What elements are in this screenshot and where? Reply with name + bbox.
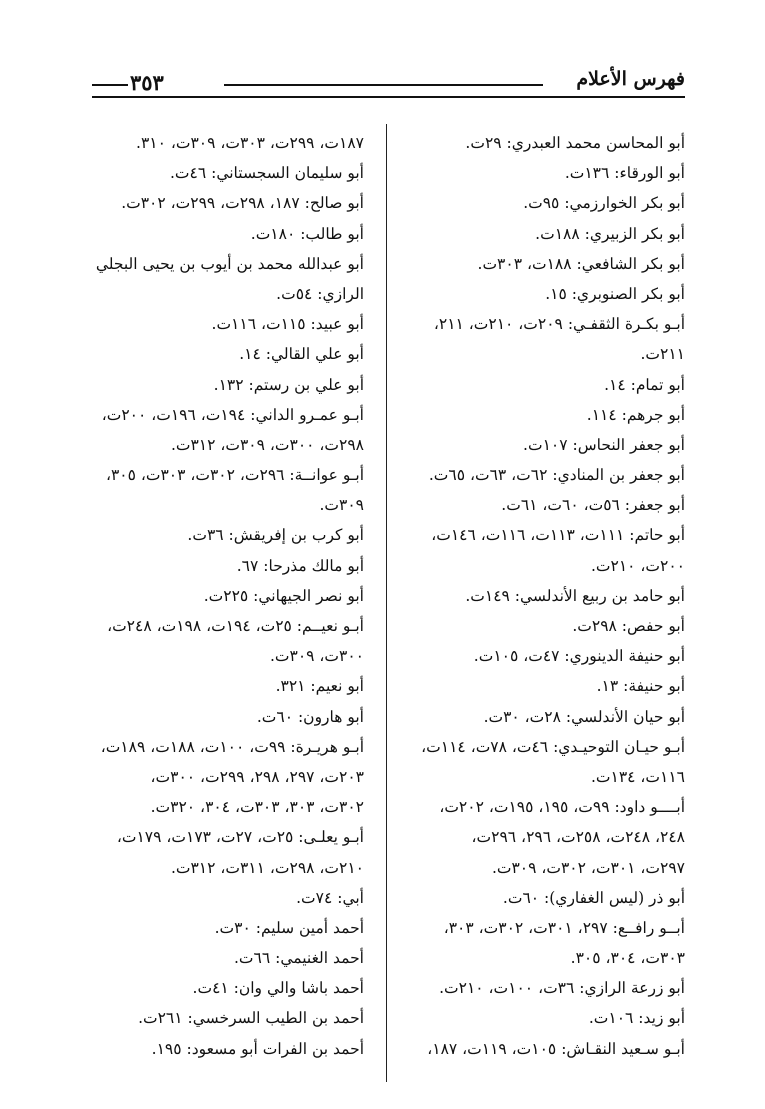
column-divider bbox=[386, 124, 387, 1082]
index-entry-line: أبو تمام: ١٤. bbox=[604, 375, 685, 394]
index-entry-line: أبو نعيم: ٣٢١. bbox=[275, 677, 364, 696]
index-entry-line: ٢٩٧ت، ٣٠١ت، ٣٠٢ت، ٣٠٩ت. bbox=[491, 858, 685, 877]
index-entry-line: ١١٦ت، ١٣٤ت. bbox=[590, 767, 685, 786]
index-entry-line: أبو صالح: ١٨٧، ٢٩٨ت، ٢٩٩ت، ٣٠٢ت. bbox=[121, 194, 364, 213]
header-rule-middle bbox=[224, 84, 543, 86]
index-entry-line: أبو حفص: ٢٩٨ت. bbox=[572, 617, 685, 635]
index-entry-line: أبـو نعيــم: ٢٥ت، ١٩٤ت، ١٩٨ت، ٢٤٨ت، bbox=[107, 617, 364, 635]
index-entry-line: أبو علي بن رستم: ١٣٢. bbox=[213, 375, 364, 394]
index-entry-line: أبـو حيـان التوحيـدي: ٤٦ت، ٧٨ت، ١١٤ت، bbox=[421, 737, 685, 756]
index-entry-line: أبـو عمـرو الداني: ١٩٤ت، ١٩٦ت، ٢٠٠ت، bbox=[101, 405, 364, 424]
index-entry-line: أبو سليمان السجستاني: ٤٦ت. bbox=[169, 164, 364, 183]
index-entry-line: أبـو هريـرة: ٩٩ت، ١٠٠ت، ١٨٨ت، ١٨٩ت، bbox=[100, 737, 364, 756]
index-entry-line: أبو طالب: ١٨٠ت. bbox=[250, 224, 364, 243]
index-entry-line: ٢١١ت. bbox=[640, 345, 685, 364]
index-entry-line: أبو علي القالي: ١٤. bbox=[239, 345, 364, 364]
index-entry-line: أبو حاتم: ١١١ت، ١١٣ت، ١١٦ت، ١٤٦ت، bbox=[431, 526, 685, 545]
index-entry-line: أبو المحاسن محمد العبدري: ٢٩ت. bbox=[465, 134, 685, 152]
index-entry-line: أبـو يعلـى: ٢٥ت، ٢٧ت، ١٧٣ت، ١٧٩ت، bbox=[116, 828, 364, 847]
index-entry-line: أبو بكر الزبيري: ١٨٨ت. bbox=[535, 224, 685, 243]
index-entry-line: أبــو رافــع: ٢٩٧، ٣٠١ت، ٣٠٢ت، ٣٠٣، bbox=[443, 918, 685, 937]
index-entry-line: أبو عبدالله محمد بن أيوب بن يحيى البجلي bbox=[95, 254, 364, 273]
page-number: ٣٥٣ bbox=[130, 70, 164, 95]
index-entry-line: أحمد بن الفرات أبو مسعود: ١٩٥. bbox=[151, 1039, 364, 1058]
index-entry-line: أبو حنيفة الدينوري: ٤٧ت، ١٠٥ت. bbox=[473, 647, 685, 666]
index-entry-line: ٣٠٠ت، ٣٠٩ت. bbox=[269, 647, 364, 666]
index-entry-line: الرازي: ٥٤ت. bbox=[276, 284, 364, 303]
index-entry-line: ٣٠٢ت، ٣٠٣، ٣٠٣ت، ٣٠٤، ٣٢٠ت. bbox=[150, 798, 364, 817]
index-entry-line: أبو جرهم: ١١٤. bbox=[586, 405, 685, 424]
index-entry-line: أبو بكر الصنوبري: ١٥. bbox=[545, 284, 685, 303]
index-entry-line: أحمد الغنيمي: ٦٦ت. bbox=[234, 949, 364, 968]
index-entry-line: أبو زرعة الرازي: ٣٦ت، ١٠٠ت، ٢١٠ت. bbox=[439, 979, 685, 998]
index-entry-line: ١٨٧ت، ٢٩٩ت، ٣٠٣ت، ٣٠٩ت، ٣١٠. bbox=[136, 134, 364, 152]
index-entry-line: ٢١٠ت، ٢٩٨ت، ٣١١ت، ٣١٢ت. bbox=[170, 858, 364, 877]
index-entry-line: أبـو عوانــة: ٢٩٦ت، ٣٠٢ت، ٣٠٣ت، ٣٠٥، bbox=[105, 466, 364, 485]
index-entry-line: أحمد أمين سليم: ٣٠ت. bbox=[214, 918, 364, 937]
header-rule-bottom bbox=[92, 96, 685, 98]
index-entry-line: أبو جعفر بن المنادي: ٦٢ت، ٦٣ت، ٦٥ت. bbox=[428, 466, 685, 485]
index-entry-line: ٢٠٠ت، ٢١٠ت. bbox=[590, 556, 685, 575]
index-entry-line: أحمد بن الطيب السرخسي: ٢٦١ت. bbox=[138, 1009, 364, 1028]
index-entry-line: ٣٠٣ت، ٣٠٤، ٣٠٥. bbox=[570, 949, 685, 968]
index-entry-line: أبو عبيد: ١١٥ت، ١١٦ت. bbox=[211, 315, 364, 334]
page-title: فهرس الأعلام bbox=[576, 68, 685, 90]
index-entry-line: أحمد باشا والي وان: ٤١ت. bbox=[192, 979, 364, 998]
index-entry-line: أبو جعفر النحاس: ١٠٧ت. bbox=[523, 435, 685, 454]
index-entry-line: أبي: ٧٤ت. bbox=[296, 888, 364, 907]
index-entry-line: أبو حامد بن ربيع الأندلسي: ١٤٩ت. bbox=[465, 586, 685, 605]
index-entry-line: أبو الورقاء: ١٣٦ت. bbox=[564, 164, 685, 183]
index-entry-line: ٢٤٨، ٢٤٨ت، ٢٥٨ت، ٢٩٦، ٢٩٦ت، bbox=[471, 828, 685, 847]
index-entry-line: ٢٩٨ت، ٣٠٠ت، ٣٠٩ت، ٣١٢ت. bbox=[170, 435, 364, 454]
index-entry-line: أبو هارون: ٦٠ت. bbox=[256, 707, 364, 726]
index-entry-line: ٢٠٣ت، ٢٩٧، ٢٩٨، ٢٩٩ت، ٣٠٠ت، bbox=[150, 767, 364, 786]
index-entry-line: أبو حيان الأندلسي: ٢٨ت، ٣٠ت. bbox=[483, 707, 685, 726]
index-entry-line: أبو جعفر: ٥٦ت، ٦٠ت، ٦١ت. bbox=[501, 496, 685, 515]
index-entry-line: أبو نصر الجيهاني: ٢٢٥ت. bbox=[203, 586, 364, 605]
index-entry-line: أبو بكر الشافعي: ١٨٨ت، ٣٠٣ت. bbox=[477, 254, 685, 273]
index-entry-line: أبو كرب بن إفريقش: ٣٦ت. bbox=[187, 526, 364, 545]
index-column-left bbox=[92, 128, 364, 1064]
index-column-right bbox=[410, 128, 685, 1064]
index-entry-line: ٣٠٩ت. bbox=[319, 496, 364, 515]
page-header bbox=[92, 62, 685, 98]
index-entry-line: أبو حنيفة: ١٣. bbox=[596, 677, 685, 696]
index-entry-line: أبو ذر (ليس الغفاري): ٦٠ت. bbox=[502, 888, 685, 907]
index-entry-line: أبو بكر الخوارزمي: ٩٥ت. bbox=[523, 194, 685, 213]
index-entry-line: أبـو بكـرة الثقفـي: ٢٠٩ت، ٢١٠ت، ٢١١، bbox=[433, 315, 685, 334]
index-entry-line: أبو مالك مذرحا: ٦٧. bbox=[236, 556, 364, 575]
header-rule-left bbox=[92, 84, 128, 86]
index-entry-line: أبـو سـعيد النقـاش: ١٠٥ت، ١١٩ت، ١٨٧، bbox=[427, 1039, 685, 1058]
index-entry-line: أبو زيد: ١٠٦ت. bbox=[588, 1009, 685, 1028]
index-entry-line: أبــــو داود: ٩٩ت، ١٩٥، ١٩٥ت، ٢٠٢ت، bbox=[439, 798, 685, 817]
